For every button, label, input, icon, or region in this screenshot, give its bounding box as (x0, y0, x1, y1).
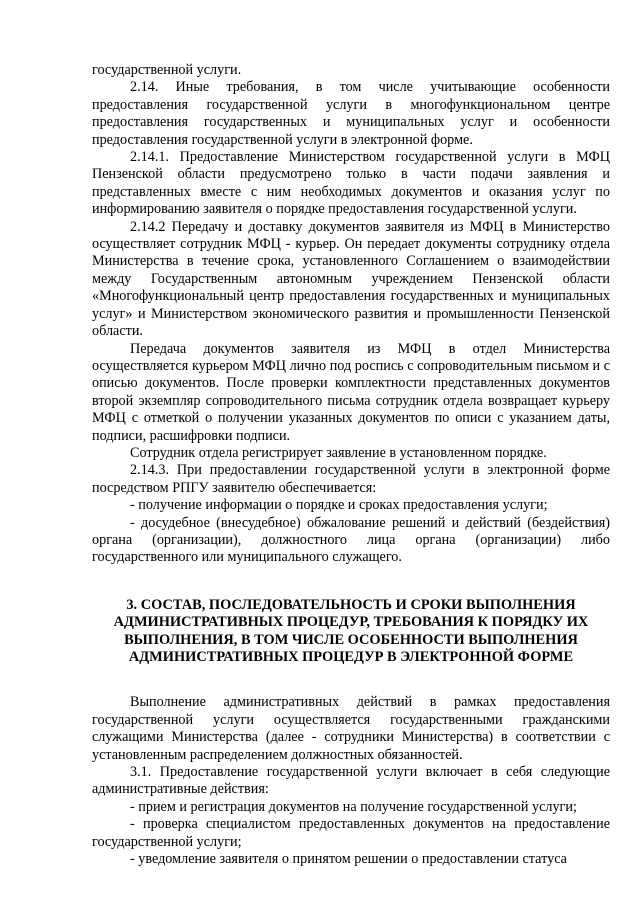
paragraph: государственной услуги. (92, 62, 242, 78)
list-item: - уведомление заявителя о принятом решении о предоставлении статуса (130, 851, 567, 868)
top-section (92, 62, 610, 567)
paragraph: 2.14. Иные требования, в том числе учитывающие особенности предоставления государственной услуги в многофункциональном центре предоставления государственных и муниципальных услуг и особенности предоставления государственной услуги в электронной форме. (92, 79, 610, 148)
paragraph: 2.14.2 Передачу и доставку документов заявителя из МФЦ в Министерство осуществляет сотрудник МФЦ - курьер. Он передает документы сотруднику отдела Министерства в течение срока, установленного Соглашением о взаимодействии между Государственным автономным учреждением Пензенской области «Многофункциональный центр предоставления государственных и муниципальных услуг» и Министерством экономического развития и промышленности Пензенской области. (92, 218, 610, 340)
paragraph: 2.14.1. Предоставление Министерством государственной услуги в МФЦ Пензенской области предусмотрено только в части подачи заявления и представленных вместе с ним необходимых документов и оказания услуг по информированию заявителя о порядке предоставления государственной услуги. (92, 149, 610, 218)
list-item: - досудебное (внесудебное) обжалование решений и действий (бездействия) органа (организации), должностного лица органа (организации) либо государственного или муниципального служащего. (92, 514, 610, 566)
paragraph: Выполнение административных действий в рамках предоставления государственной услуги осуществляется государственными гражданскими служащими Министерства (далее - сотрудники Министерства) в соответствии с установленным распределением должностных обязанностей. (92, 694, 610, 763)
paragraph: Передача документов заявителя из МФЦ в отдел Министерства осуществляется курьером МФЦ лично под роспись с сопроводительным письмом и с описью документов. После проверки комплектности представленных документов второй экземпляр сопроводительного письма сотрудник отдела возвращает курьеру МФЦ с отметкой о получении указанных документов по описи с указанием даты, подписи, расшифровки подписи. (92, 340, 610, 444)
list-item: - получение информации о порядке и сроках предоставления услуги; (130, 497, 548, 514)
bottom-section (92, 694, 610, 868)
paragraph: 3.1. Предоставление государственной услуги включает в себя следующие административные действия: (92, 764, 610, 798)
section-heading: 3. СОСТАВ, ПОСЛЕДОВАТЕЛЬНОСТЬ И СРОКИ ВЫПОЛНЕНИЯ АДМИНИСТРАТИВНЫХ ПРОЦЕДУР, ТРЕБОВАНИЯ К ПОРЯДКУ ИХ ВЫПОЛНЕНИЯ, В ТОМ ЧИСЛЕ ОСОБЕННОСТИ ВЫПОЛНЕНИЯ АДМИНИСТРАТИВНЫХ ПРОЦЕДУР В ЭЛЕКТРОННОЙ ФОРМЕ (113, 596, 589, 665)
paragraph: 2.14.3. При предоставлении государственной услуги в электронной форме посредством РПГУ заявителю обеспечивается: (92, 462, 610, 496)
list-item: - проверка специалистом предоставленных документов на предоставление государственной услуги; (92, 816, 610, 850)
list-item: - прием и регистрация документов на получение государственной услуги; (130, 798, 577, 815)
paragraph: Сотрудник отдела регистрирует заявление в установленном порядке. (130, 444, 547, 461)
